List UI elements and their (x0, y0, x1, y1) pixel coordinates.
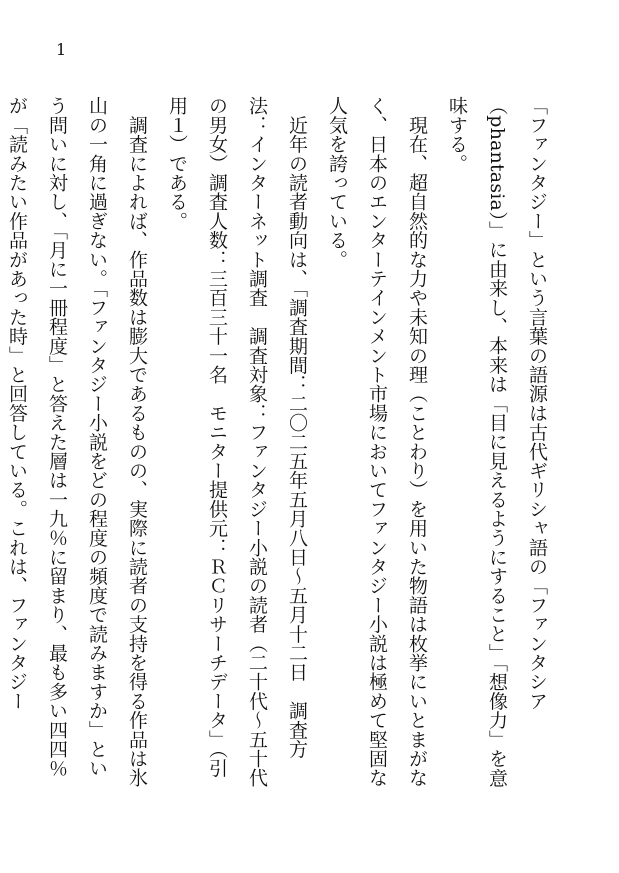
vertical-body-text (6, 96, 557, 796)
paragraph: 「ファンタジー」という言葉の語源は古代ギリシャ語の「ファンタシア（phantasia）」に由来し、本来は「目に見えるようにすること」「想像力」を意味する。 (446, 96, 548, 788)
paragraph: 調査によれば、作品数は膨大であるものの、実際に読者の支持を得る作品は氷山の一角に過ぎない。「ファンタジー小説をどの程度の頻度で読みますか」という問いに対し、「月に一冊程度」と答えた層は一九％に留まり、最も多い四四％が「読みたい作品があった時」と回答している。これは、ファンタジー (6, 96, 148, 788)
paragraph: 現在、超自然的な力や未知の理（ことわり）を用いた物語は枚挙にいとまがなく、日本のエンターテインメント市場においてファンタジー小説は極めて堅固な人気を誇っている。 (326, 96, 428, 788)
paragraph: 近年の読者動向は、「調査期間：二〇二五年五月八日〜五月十二日 調査方法：インターネット調査 調査対象：ファンタジー小説の読者（二十代〜五十代の男女）調査人数：三百三十一名 モニター提供元：ＲＣリサーチデータ」（引用１）である。 (166, 96, 308, 788)
page-number: 1 (56, 40, 67, 59)
